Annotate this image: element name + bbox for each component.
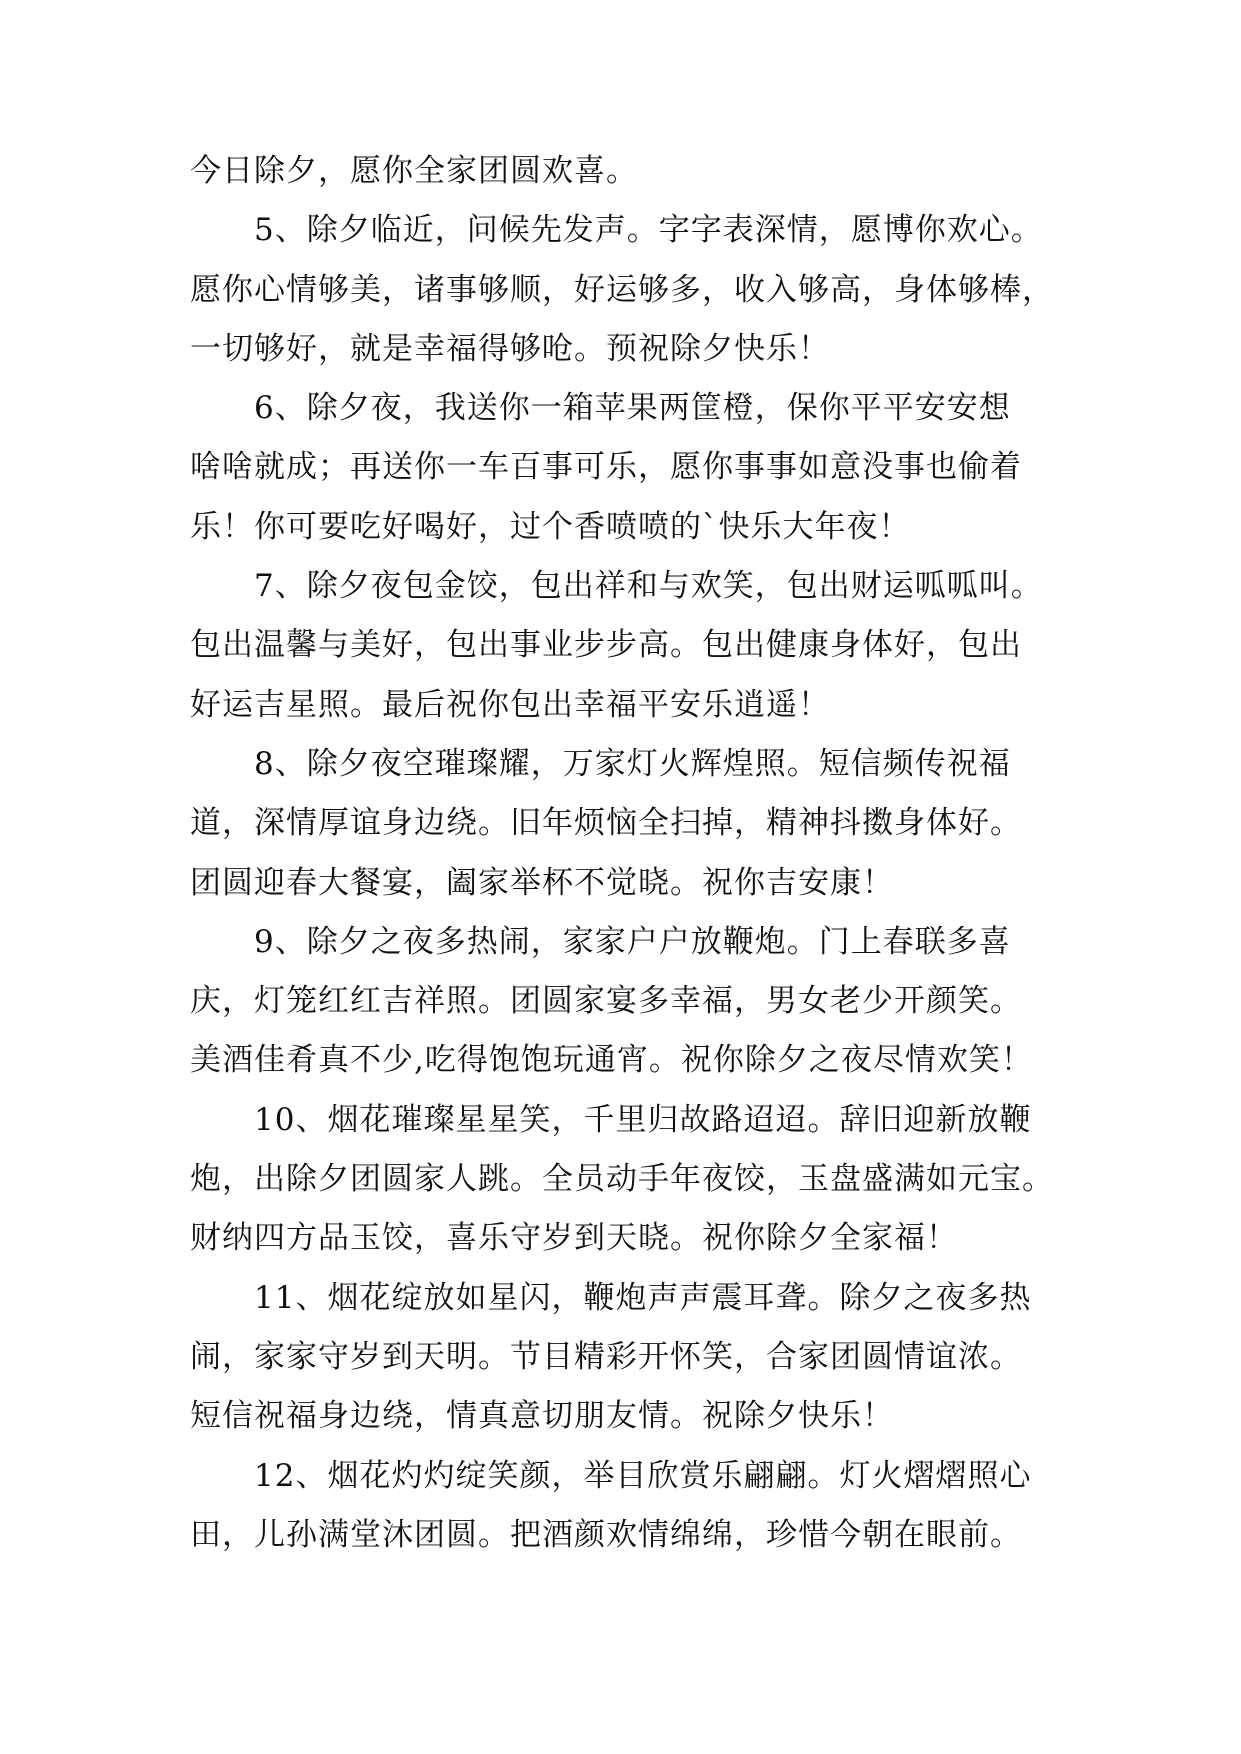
text-line: 团圆迎春大餐宴，阖家举杯不觉晓。祝你吉安康！ xyxy=(190,864,894,901)
text-line: 炮，出除夕团圆家人跳。全员动手年夜饺，玉盘盛满如元宝。 xyxy=(190,1161,1054,1198)
text-line: 愿你心情够美，诸事够顺，好运够多，收入够高，身体够棒， xyxy=(190,271,1054,308)
text-line: 包出温馨与美好，包出事业步步高。包出健康身体好，包出 xyxy=(190,627,1022,664)
text-line: 今日除夕，愿你全家团圆欢喜。 xyxy=(190,153,638,189)
text-line: 6、除夕夜，我送你一箱苹果两筐橙，保你平平安安想 xyxy=(254,390,1011,427)
text-line: 好运吉星照。最后祝你包出幸福平安乐逍遥！ xyxy=(190,686,830,723)
text-line: 美酒佳肴真不少,吃得饱饱玩通宵。祝你除夕之夜尽情欢笑！ xyxy=(190,1042,1033,1079)
text-line: 啥啥就成；再送你一车百事可乐，愿你事事如意没事也偷着 xyxy=(190,449,1022,486)
text-line: 短信祝福身边绕，情真意切朋友情。祝除夕快乐！ xyxy=(190,1398,894,1435)
text-line: 庆，灯笼红红吉祥照。团圆家宴多幸福，男女老少开颜笑。 xyxy=(190,983,1022,1020)
text-line: 田，儿孙满堂沐团圆。把酒颜欢情绵绵，珍惜今朝在眼前。 xyxy=(190,1516,1022,1553)
text-line: 12、烟花灼灼绽笑颜，举目欣赏乐翩翩。灯火熠熠照心 xyxy=(254,1457,1032,1494)
text-line: 8、除夕夜空璀璨耀，万家灯火辉煌照。短信频传祝福 xyxy=(254,745,1011,782)
text-line: 闹，家家守岁到天明。节目精彩开怀笑，合家团圆情谊浓。 xyxy=(190,1338,1022,1375)
text-line: 7、除夕夜包金饺，包出祥和与欢笑，包出财运呱呱叫。 xyxy=(254,568,1043,605)
text-line: 道，深情厚谊身边绕。旧年烦恼全扫掉，精神抖擞身体好。 xyxy=(190,805,1022,842)
text-line: 财纳四方品玉饺，喜乐守岁到天晓。祝你除夕全家福！ xyxy=(190,1220,958,1257)
text-line: 10、烟花璀璨星星笑，千里归故路迢迢。辞旧迎新放鞭 xyxy=(254,1101,1032,1138)
text-line: 9、除夕之夜多热闹，家家户户放鞭炮。门上春联多喜 xyxy=(254,923,1011,960)
text-line: 5、除夕临近，问候先发声。字字表深情，愿博你欢心。 xyxy=(254,212,1043,249)
body-text xyxy=(190,142,1070,1565)
text-line: 一切够好，就是幸福得够呛。预祝除夕快乐！ xyxy=(190,330,830,367)
text-line: 11、烟花绽放如星闪，鞭炮声声震耳聋。除夕之夜多热 xyxy=(254,1279,1032,1316)
text-line: 乐！你可要吃好喝好，过个香喷喷的`快乐大年夜！ xyxy=(190,508,911,545)
